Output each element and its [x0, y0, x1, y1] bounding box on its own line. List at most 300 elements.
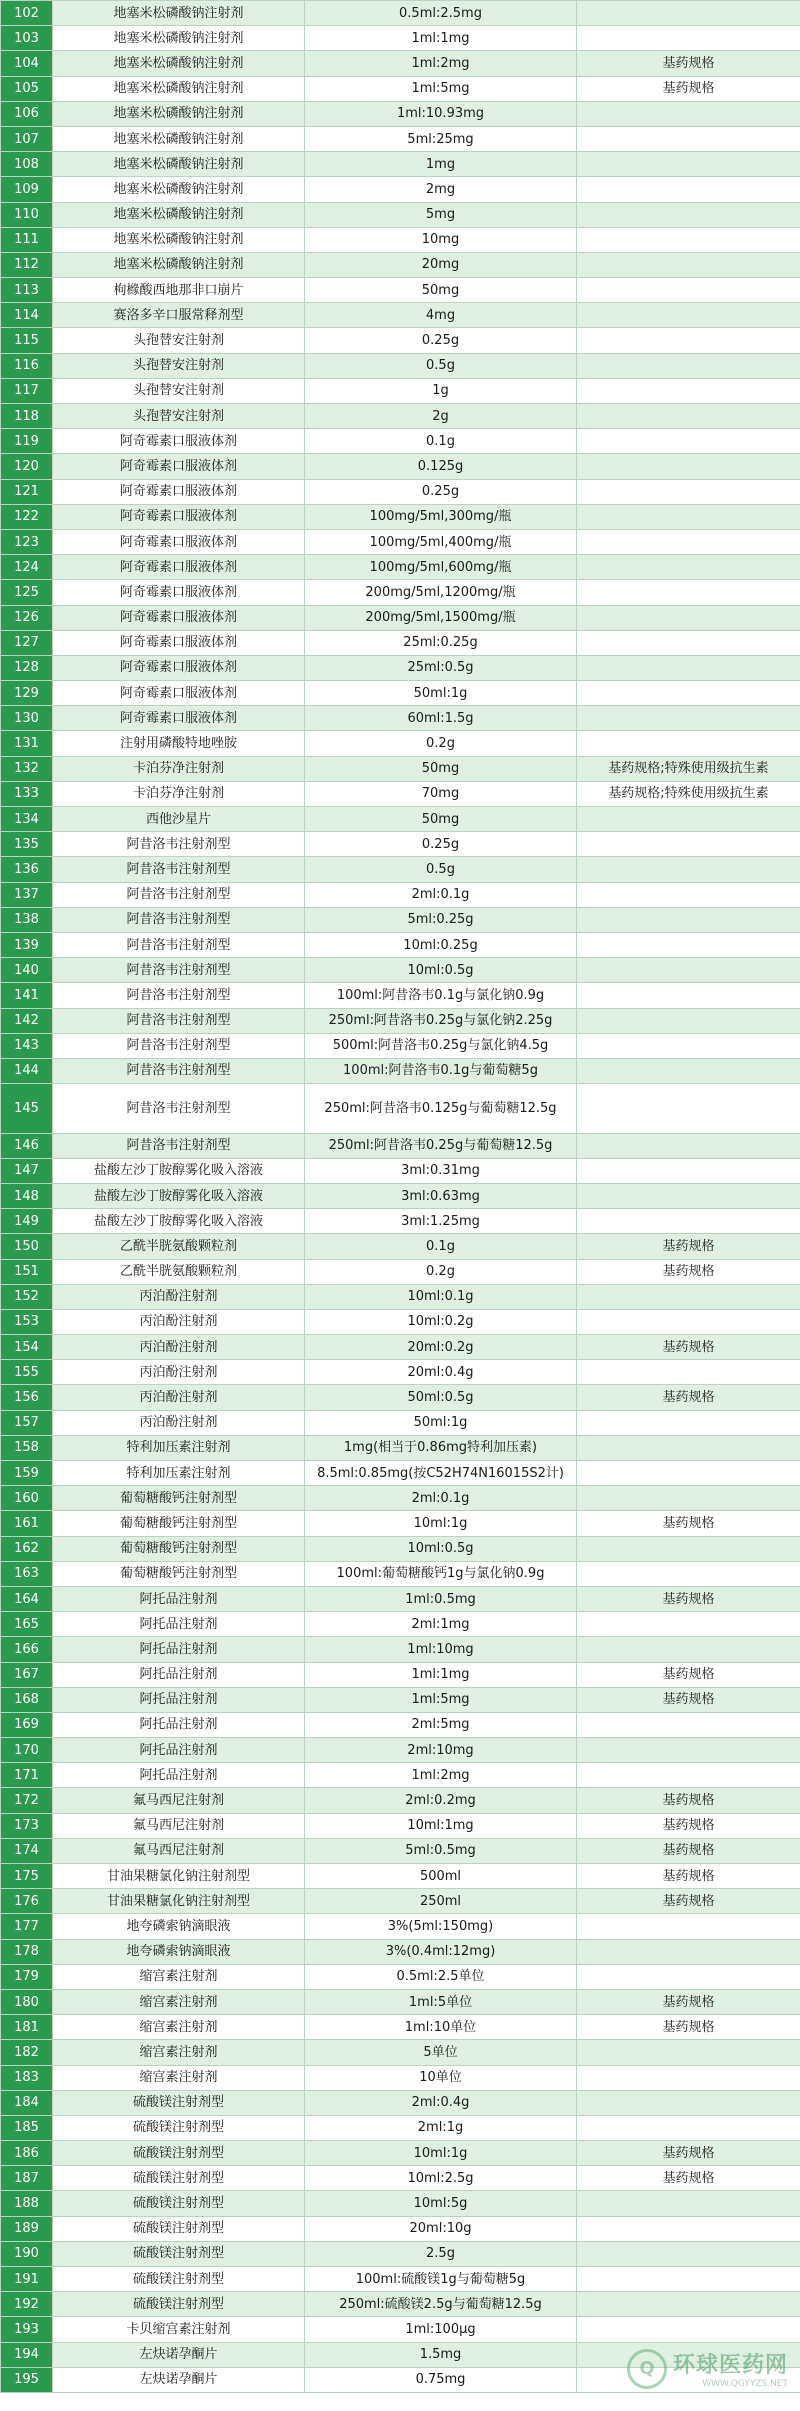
row-number: 194: [1, 2342, 53, 2367]
drug-name: 枸橼酸西地那非口崩片: [53, 278, 305, 303]
drug-note: [577, 932, 800, 957]
drug-spec: 500ml: [305, 1864, 577, 1889]
drug-note: [577, 832, 800, 857]
drug-spec: 20ml:0.2g: [305, 1335, 577, 1360]
row-number: 189: [1, 2216, 53, 2241]
drug-name: 氟马西尼注射剂: [53, 1788, 305, 1813]
row-number: 184: [1, 2090, 53, 2115]
drug-spec: 20ml:0.4g: [305, 1360, 577, 1385]
drug-spec: 0.2g: [305, 731, 577, 756]
row-number: 175: [1, 1864, 53, 1889]
table-row: [1, 1788, 800, 1813]
drug-note: 基药规格: [577, 1788, 800, 1813]
row-number: 165: [1, 1612, 53, 1637]
drug-spec: 2.5g: [305, 2241, 577, 2266]
table-row: [1, 1586, 800, 1611]
row-number: 133: [1, 781, 53, 806]
drug-note: [577, 2241, 800, 2266]
table-row: [1, 1889, 800, 1914]
drug-note: [577, 1008, 800, 1033]
drug-spec: 25ml:0.25g: [305, 630, 577, 655]
drug-note: [577, 177, 800, 202]
drug-name: 左炔诺孕酮片: [53, 2342, 305, 2367]
drug-spec: 10ml:1g: [305, 1511, 577, 1536]
drug-name: 阿奇霉素口服液体剂: [53, 630, 305, 655]
drug-name: 地塞米松磷酸钠注射剂: [53, 26, 305, 51]
drug-name: 缩宫素注射剂: [53, 1989, 305, 2014]
drug-name: 丙泊酚注射剂: [53, 1284, 305, 1309]
drug-spec: 1.5mg: [305, 2342, 577, 2367]
drug-name: 盐酸左沙丁胺醇雾化吸入溶液: [53, 1209, 305, 1234]
drug-name: 丙泊酚注射剂: [53, 1335, 305, 1360]
drug-spec: 1ml:1mg: [305, 1662, 577, 1687]
table-row: [1, 1486, 800, 1511]
drug-spec: 5单位: [305, 2040, 577, 2065]
watermark-url: WWW.QGYYZS.NET: [702, 2379, 788, 2389]
drug-name: 乙酰半胱氨酸颗粒剂: [53, 1234, 305, 1259]
drug-note: 基药规格: [577, 1813, 800, 1838]
drug-name: 阿奇霉素口服液体剂: [53, 580, 305, 605]
drug-spec: 1ml:0.5mg: [305, 1586, 577, 1611]
row-number: 192: [1, 2292, 53, 2317]
table-row: [1, 2166, 800, 2191]
table-row: [1, 404, 800, 429]
drug-name: 地塞米松磷酸钠注射剂: [53, 76, 305, 101]
drug-spec: 10ml:0.1g: [305, 1284, 577, 1309]
drug-spec: 1ml:2mg: [305, 1763, 577, 1788]
drug-spec: 2g: [305, 404, 577, 429]
drug-name: 葡萄糖酸钙注射剂型: [53, 1511, 305, 1536]
drug-name: 盐酸左沙丁胺醇雾化吸入溶液: [53, 1183, 305, 1208]
drug-spec: 10ml:0.25g: [305, 932, 577, 957]
row-number: 176: [1, 1889, 53, 1914]
drug-note: 基药规格;特殊使用级抗生素: [577, 781, 800, 806]
drug-note: [577, 1133, 800, 1158]
drug-name: 阿奇霉素口服液体剂: [53, 681, 305, 706]
table-row: [1, 2317, 800, 2342]
drug-note: [577, 1712, 800, 1737]
drug-spec: 5ml:0.5mg: [305, 1838, 577, 1863]
drug-spec: 100ml:阿昔洛韦0.1g与葡萄糖5g: [305, 1058, 577, 1083]
drug-spec: 2ml:0.2mg: [305, 1788, 577, 1813]
drug-spec: 1g: [305, 378, 577, 403]
drug-note: [577, 2292, 800, 2317]
row-number: 169: [1, 1712, 53, 1737]
table-row: [1, 76, 800, 101]
drug-name: 卡泊芬净注射剂: [53, 756, 305, 781]
drug-note: [577, 1209, 800, 1234]
row-number: 153: [1, 1309, 53, 1334]
drug-spec: 100mg/5ml,400mg/瓶: [305, 529, 577, 554]
row-number: 149: [1, 1209, 53, 1234]
drug-spec: 5ml:0.25g: [305, 907, 577, 932]
drug-name: 硫酸镁注射剂型: [53, 2292, 305, 2317]
drug-note: [577, 605, 800, 630]
row-number: 121: [1, 479, 53, 504]
table-row: [1, 454, 800, 479]
drug-spec: 3%(5ml:150mg): [305, 1914, 577, 1939]
table-row: [1, 227, 800, 252]
table-row: [1, 2292, 800, 2317]
drug-name: 硫酸镁注射剂型: [53, 2115, 305, 2140]
table-row: [1, 2065, 800, 2090]
row-number: 188: [1, 2191, 53, 2216]
table-row: [1, 605, 800, 630]
drug-note: [577, 2065, 800, 2090]
row-number: 174: [1, 1838, 53, 1863]
drug-spec: 0.5g: [305, 353, 577, 378]
drug-note: [577, 278, 800, 303]
drug-spec: 250ml:阿昔洛韦0.25g与葡萄糖12.5g: [305, 1133, 577, 1158]
drug-spec: 8.5ml:0.85mg(按C52H74N16015S2计): [305, 1461, 577, 1486]
drug-name: 阿奇霉素口服液体剂: [53, 555, 305, 580]
drug-note: [577, 504, 800, 529]
row-number: 142: [1, 1008, 53, 1033]
row-number: 124: [1, 555, 53, 580]
drug-note: [577, 1084, 800, 1134]
table-row: [1, 1461, 800, 1486]
row-number: 148: [1, 1183, 53, 1208]
table-row: [1, 1662, 800, 1687]
table-row: [1, 202, 800, 227]
table-row: [1, 1536, 800, 1561]
table-row: [1, 756, 800, 781]
drug-note: [577, 807, 800, 832]
drug-name: 阿昔洛韦注射剂型: [53, 1058, 305, 1083]
table-row: [1, 1, 800, 26]
drug-name: 头孢替安注射剂: [53, 404, 305, 429]
row-number: 116: [1, 353, 53, 378]
drug-note: [577, 126, 800, 151]
drug-name: 地塞米松磷酸钠注射剂: [53, 152, 305, 177]
drug-spec: 0.75mg: [305, 2367, 577, 2392]
row-number: 145: [1, 1084, 53, 1134]
row-number: 179: [1, 1964, 53, 1989]
row-number: 123: [1, 529, 53, 554]
drug-note: [577, 958, 800, 983]
row-number: 173: [1, 1813, 53, 1838]
drug-spec: 0.1g: [305, 429, 577, 454]
drug-spec: 0.25g: [305, 479, 577, 504]
table-row: [1, 1234, 800, 1259]
drug-spec: 100mg/5ml,600mg/瓶: [305, 555, 577, 580]
table-row: [1, 1183, 800, 1208]
table-row: [1, 177, 800, 202]
table-row: [1, 51, 800, 76]
row-number: 157: [1, 1410, 53, 1435]
row-number: 147: [1, 1158, 53, 1183]
drug-name: 葡萄糖酸钙注射剂型: [53, 1486, 305, 1511]
drug-note: [577, 1183, 800, 1208]
table-row: [1, 429, 800, 454]
drug-spec: 1ml:10单位: [305, 2015, 577, 2040]
drug-name: 地塞米松磷酸钠注射剂: [53, 126, 305, 151]
drug-spec: 60ml:1.5g: [305, 706, 577, 731]
drug-spec: 0.1g: [305, 1234, 577, 1259]
row-number: 103: [1, 26, 53, 51]
drug-note: [577, 429, 800, 454]
drug-note: 基药规格;特殊使用级抗生素: [577, 756, 800, 781]
drug-spec: 5ml:25mg: [305, 126, 577, 151]
drug-name: 丙泊酚注射剂: [53, 1385, 305, 1410]
drug-note: [577, 983, 800, 1008]
drug-spec: 2ml:0.1g: [305, 882, 577, 907]
drug-name: 注射用磷酸特地唑胺: [53, 731, 305, 756]
drug-name: 特利加压素注射剂: [53, 1461, 305, 1486]
drug-spec: 200mg/5ml,1200mg/瓶: [305, 580, 577, 605]
drug-note: [577, 1461, 800, 1486]
table-row: [1, 1008, 800, 1033]
row-number: 181: [1, 2015, 53, 2040]
table-row: [1, 278, 800, 303]
drug-note: [577, 706, 800, 731]
drug-spec: 50mg: [305, 756, 577, 781]
drug-note: 基药规格: [577, 76, 800, 101]
drug-note: [577, 630, 800, 655]
drug-spec: 70mg: [305, 781, 577, 806]
row-number: 127: [1, 630, 53, 655]
drug-name: 阿托品注射剂: [53, 1612, 305, 1637]
table-row: [1, 1637, 800, 1662]
drug-name: 西他沙星片: [53, 807, 305, 832]
drug-name: 阿奇霉素口服液体剂: [53, 429, 305, 454]
drug-name: 地塞米松磷酸钠注射剂: [53, 1, 305, 26]
table-row: [1, 1813, 800, 1838]
drug-name: 阿托品注射剂: [53, 1712, 305, 1737]
drug-name: 硫酸镁注射剂型: [53, 2267, 305, 2292]
drug-spec: 100ml:硫酸镁1g与葡萄糖5g: [305, 2267, 577, 2292]
table-row: [1, 630, 800, 655]
drug-name: 阿昔洛韦注射剂型: [53, 1133, 305, 1158]
table-row: [1, 252, 800, 277]
row-number: 125: [1, 580, 53, 605]
row-number: 167: [1, 1662, 53, 1687]
drug-spec: 1ml:5mg: [305, 76, 577, 101]
drug-note: 基药规格: [577, 51, 800, 76]
drug-note: [577, 1410, 800, 1435]
row-number: 163: [1, 1561, 53, 1586]
drug-spec: 10ml:0.5g: [305, 1536, 577, 1561]
table-row: [1, 2015, 800, 2040]
drug-spec: 200mg/5ml,1500mg/瓶: [305, 605, 577, 630]
drug-note: [577, 378, 800, 403]
drug-spec: 500ml:阿昔洛韦0.25g与氯化钠4.5g: [305, 1033, 577, 1058]
drug-spec: 3ml:1.25mg: [305, 1209, 577, 1234]
drug-name: 地夸磷索钠滴眼液: [53, 1914, 305, 1939]
drug-name: 地塞米松磷酸钠注射剂: [53, 252, 305, 277]
table-row: [1, 2191, 800, 2216]
row-number: 138: [1, 907, 53, 932]
drug-spec: 1ml:1mg: [305, 26, 577, 51]
drug-name: 阿昔洛韦注射剂型: [53, 958, 305, 983]
row-number: 146: [1, 1133, 53, 1158]
table-row: [1, 2267, 800, 2292]
row-number: 155: [1, 1360, 53, 1385]
drug-note: [577, 1637, 800, 1662]
row-number: 185: [1, 2115, 53, 2140]
drug-name: 硫酸镁注射剂型: [53, 2166, 305, 2191]
table-row: [1, 1687, 800, 1712]
row-number: 170: [1, 1738, 53, 1763]
row-number: 151: [1, 1259, 53, 1284]
drug-spec: 50ml:1g: [305, 1410, 577, 1435]
row-number: 122: [1, 504, 53, 529]
drug-note: [577, 857, 800, 882]
drug-name: 阿奇霉素口服液体剂: [53, 655, 305, 680]
table-row: [1, 152, 800, 177]
drug-spec: 4mg: [305, 303, 577, 328]
drug-name: 阿昔洛韦注射剂型: [53, 907, 305, 932]
row-number: 102: [1, 1, 53, 26]
table-row: [1, 2141, 800, 2166]
drug-note: [577, 303, 800, 328]
drug-note: [577, 2115, 800, 2140]
row-number: 141: [1, 983, 53, 1008]
table-row: [1, 655, 800, 680]
drug-note: [577, 252, 800, 277]
drug-name: 左炔诺孕酮片: [53, 2367, 305, 2392]
row-number: 193: [1, 2317, 53, 2342]
drug-name: 阿昔洛韦注射剂型: [53, 1084, 305, 1134]
drug-spec: 3ml:0.31mg: [305, 1158, 577, 1183]
table-row: [1, 2040, 800, 2065]
row-number: 110: [1, 202, 53, 227]
drug-spec: 3%(0.4ml:12mg): [305, 1939, 577, 1964]
drug-note: [577, 1058, 800, 1083]
row-number: 113: [1, 278, 53, 303]
drug-name: 赛洛多辛口服常释剂型: [53, 303, 305, 328]
drug-name: 丙泊酚注射剂: [53, 1309, 305, 1334]
row-number: 109: [1, 177, 53, 202]
drug-note: [577, 1360, 800, 1385]
drug-spec: 0.2g: [305, 1259, 577, 1284]
row-number: 134: [1, 807, 53, 832]
drug-note: [577, 1763, 800, 1788]
row-number: 159: [1, 1461, 53, 1486]
drug-spec: 1ml:10mg: [305, 1637, 577, 1662]
drug-spec: 2ml:1mg: [305, 1612, 577, 1637]
drug-name: 乙酰半胱氨酸颗粒剂: [53, 1259, 305, 1284]
row-number: 158: [1, 1435, 53, 1460]
drug-spec: 2ml:5mg: [305, 1712, 577, 1737]
drug-name: 阿托品注射剂: [53, 1637, 305, 1662]
table-row: [1, 1914, 800, 1939]
row-number: 112: [1, 252, 53, 277]
drug-name: 阿昔洛韦注射剂型: [53, 932, 305, 957]
drug-spec: 1mg: [305, 152, 577, 177]
row-number: 130: [1, 706, 53, 731]
drug-note: [577, 1033, 800, 1058]
table-row: [1, 1561, 800, 1586]
drug-note: [577, 555, 800, 580]
drug-spec: 1mg(相当于0.86mg特利加压素): [305, 1435, 577, 1460]
row-number: 132: [1, 756, 53, 781]
row-number: 154: [1, 1335, 53, 1360]
row-number: 137: [1, 882, 53, 907]
drug-name: 缩宫素注射剂: [53, 2040, 305, 2065]
drug-note: 基药规格: [577, 1989, 800, 2014]
table-row: [1, 126, 800, 151]
drug-name: 头孢替安注射剂: [53, 378, 305, 403]
row-number: 129: [1, 681, 53, 706]
drug-spec: 10单位: [305, 2065, 577, 2090]
drug-name: 阿奇霉素口服液体剂: [53, 529, 305, 554]
row-number: 177: [1, 1914, 53, 1939]
drug-name: 甘油果糖氯化钠注射剂型: [53, 1889, 305, 1914]
drug-note: 基药规格: [577, 1889, 800, 1914]
drug-name: 地塞米松磷酸钠注射剂: [53, 51, 305, 76]
table-row: [1, 857, 800, 882]
table-row: [1, 2216, 800, 2241]
row-number: 143: [1, 1033, 53, 1058]
drug-note: [577, 26, 800, 51]
table-row: [1, 2090, 800, 2115]
drug-note: [577, 731, 800, 756]
drug-spec: 5mg: [305, 202, 577, 227]
drug-spec: 10ml:0.2g: [305, 1309, 577, 1334]
drug-name: 阿昔洛韦注射剂型: [53, 882, 305, 907]
drug-name: 缩宫素注射剂: [53, 2065, 305, 2090]
drug-note: [577, 681, 800, 706]
row-number: 172: [1, 1788, 53, 1813]
drug-spec: 1ml:5单位: [305, 1989, 577, 2014]
drug-name: 地塞米松磷酸钠注射剂: [53, 177, 305, 202]
drug-spec: 50mg: [305, 807, 577, 832]
drug-note: 基药规格: [577, 2141, 800, 2166]
table-row: [1, 1939, 800, 1964]
table-row: [1, 907, 800, 932]
table-row: [1, 1511, 800, 1536]
drug-name: 卡泊芬净注射剂: [53, 781, 305, 806]
row-number: 120: [1, 454, 53, 479]
drug-spec: 2ml:0.1g: [305, 1486, 577, 1511]
drug-note: [577, 1, 800, 26]
drug-spec: 250ml:阿昔洛韦0.125g与葡萄糖12.5g: [305, 1084, 577, 1134]
table-row: [1, 555, 800, 580]
drug-note: 基药规格: [577, 1662, 800, 1687]
drug-note: [577, 1612, 800, 1637]
drug-spec: 100ml:阿昔洛韦0.1g与氯化钠0.9g: [305, 983, 577, 1008]
drug-spec: 20mg: [305, 252, 577, 277]
drug-name: 硫酸镁注射剂型: [53, 2141, 305, 2166]
table-row: [1, 1864, 800, 1889]
drug-spec: 100mg/5ml,300mg/瓶: [305, 504, 577, 529]
watermark: [627, 2348, 788, 2389]
table-row: [1, 983, 800, 1008]
drug-name: 盐酸左沙丁胺醇雾化吸入溶液: [53, 1158, 305, 1183]
row-number: 166: [1, 1637, 53, 1662]
drug-name: 葡萄糖酸钙注射剂型: [53, 1561, 305, 1586]
row-number: 168: [1, 1687, 53, 1712]
drug-spec: 1ml:5mg: [305, 1687, 577, 1712]
drug-spec: 25ml:0.5g: [305, 655, 577, 680]
drug-spec: 0.125g: [305, 454, 577, 479]
drug-note: 基药规格: [577, 1687, 800, 1712]
table-row: [1, 479, 800, 504]
drug-note: 基药规格: [577, 2015, 800, 2040]
table-row: [1, 1435, 800, 1460]
drug-note: 基药规格: [577, 2166, 800, 2191]
drug-note: [577, 152, 800, 177]
drug-spec: 0.25g: [305, 328, 577, 353]
drug-spec: 0.5ml:2.5mg: [305, 1, 577, 26]
row-number: 162: [1, 1536, 53, 1561]
drug-name: 缩宫素注射剂: [53, 1964, 305, 1989]
row-number: 164: [1, 1586, 53, 1611]
drug-spec: 250ml: [305, 1889, 577, 1914]
drug-note: [577, 101, 800, 126]
table-row: [1, 958, 800, 983]
